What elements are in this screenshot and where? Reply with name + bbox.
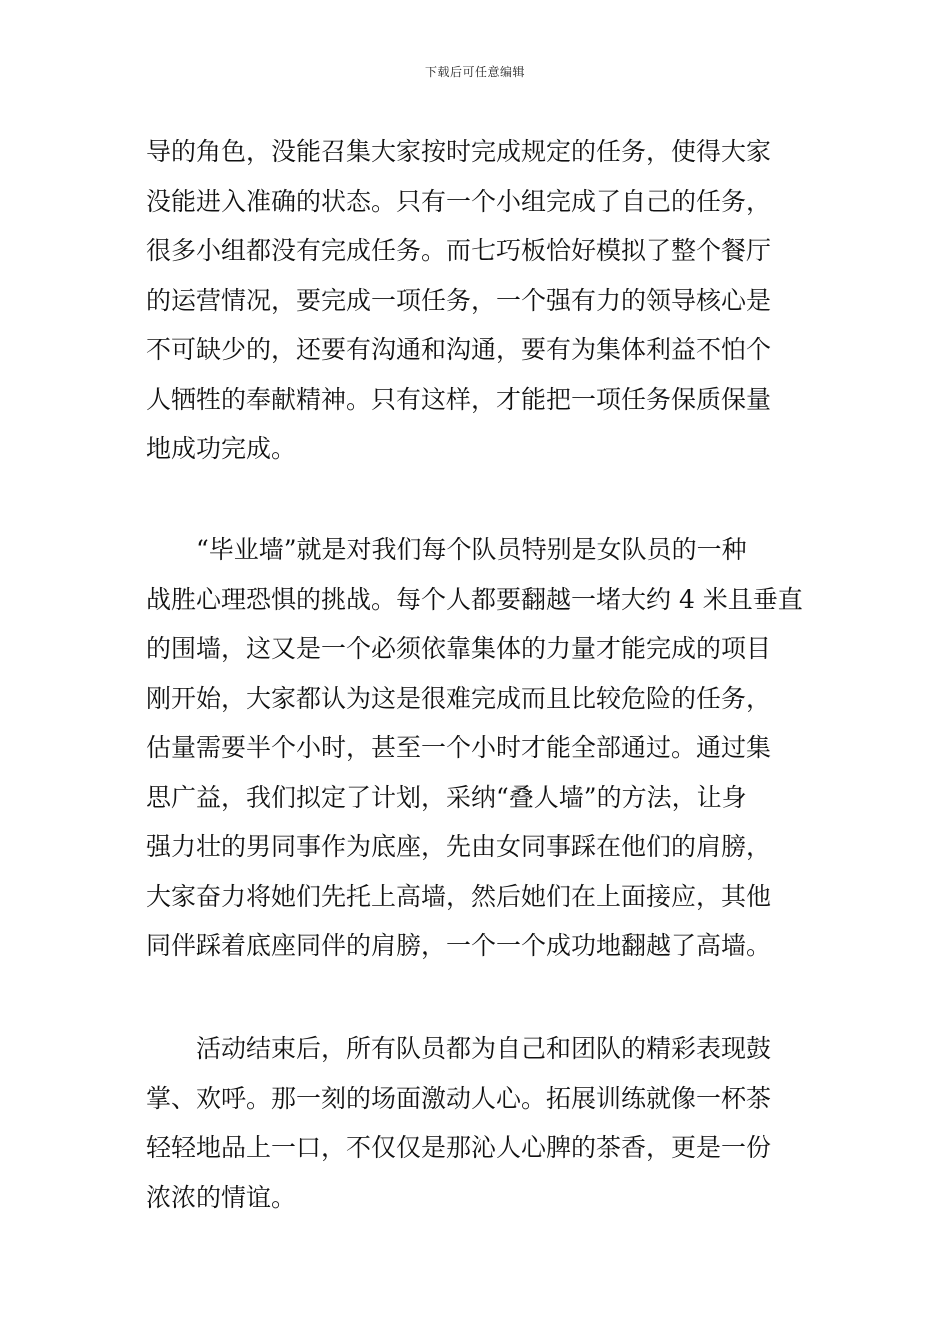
text-line-first: “毕业墙”就是对我们每个队员特别是女队员的一种 [196, 535, 747, 564]
text-line: 不可缺少的，还要有沟通和沟通，要有为集体利益不怕个 [146, 335, 772, 364]
paragraph-2 [146, 525, 816, 971]
text-line: 轻轻地品上一口，不仅仅是那沁人心脾的茶香，更是一份 [146, 1133, 772, 1162]
text-line: 地成功完成。 [146, 434, 297, 463]
text-line-first: 活动结束后，所有队员都为自己和团队的精彩表现鼓 [196, 1034, 772, 1063]
text-line: 人牺牲的奉献精神。只有这样，才能把一项任务保质保量 [146, 384, 772, 414]
paragraph-3 [146, 1024, 816, 1222]
text-line: 大家奋力将她们先托上高墙，然后她们在上面接应，其他 [146, 881, 772, 911]
text-line: 导的角色，没能召集大家按时完成规定的任务，使得大家 [146, 137, 772, 166]
text-line: 很多小组都没有完成任务。而七巧板恰好模拟了整个餐厅 [146, 236, 772, 265]
page-header: 下载后可任意编辑 [424, 65, 525, 79]
text-line: 战胜心理恐惧的挑战。每个人都要翻越一堵大约 4 米且垂直 [146, 584, 803, 614]
paragraph-1 [146, 127, 816, 474]
text-line: 没能进入准确的状态。只有一个小组完成了自己的任务， [146, 186, 772, 216]
text-line: 同伴踩着底座同伴的肩膀，一个一个成功地翻越了高墙。 [146, 931, 772, 960]
text-line: 思广益，我们拟定了计划，采纳“叠人墙”的方法，让身 [146, 782, 747, 812]
text-line: 估量需要半个小时，甚至一个小时才能全部通过。通过集 [146, 733, 772, 762]
text-line: 掌、欢呼。那一刻的场面激动人心。拓展训练就像一杯茶 [146, 1083, 772, 1113]
text-line: 浓浓的情谊。 [146, 1182, 297, 1212]
text-line: 刚开始，大家都认为这是很难完成而且比较危险的任务， [146, 683, 772, 713]
text-line: 的围墙，这又是一个必须依靠集体的力量才能完成的项目 [146, 634, 772, 663]
text-line: 强力壮的男同事作为底座，先由女同事踩在他们的肩膀， [146, 832, 772, 861]
text-line: 的运营情况，要完成一项任务，一个强有力的领导核心是 [146, 285, 772, 315]
